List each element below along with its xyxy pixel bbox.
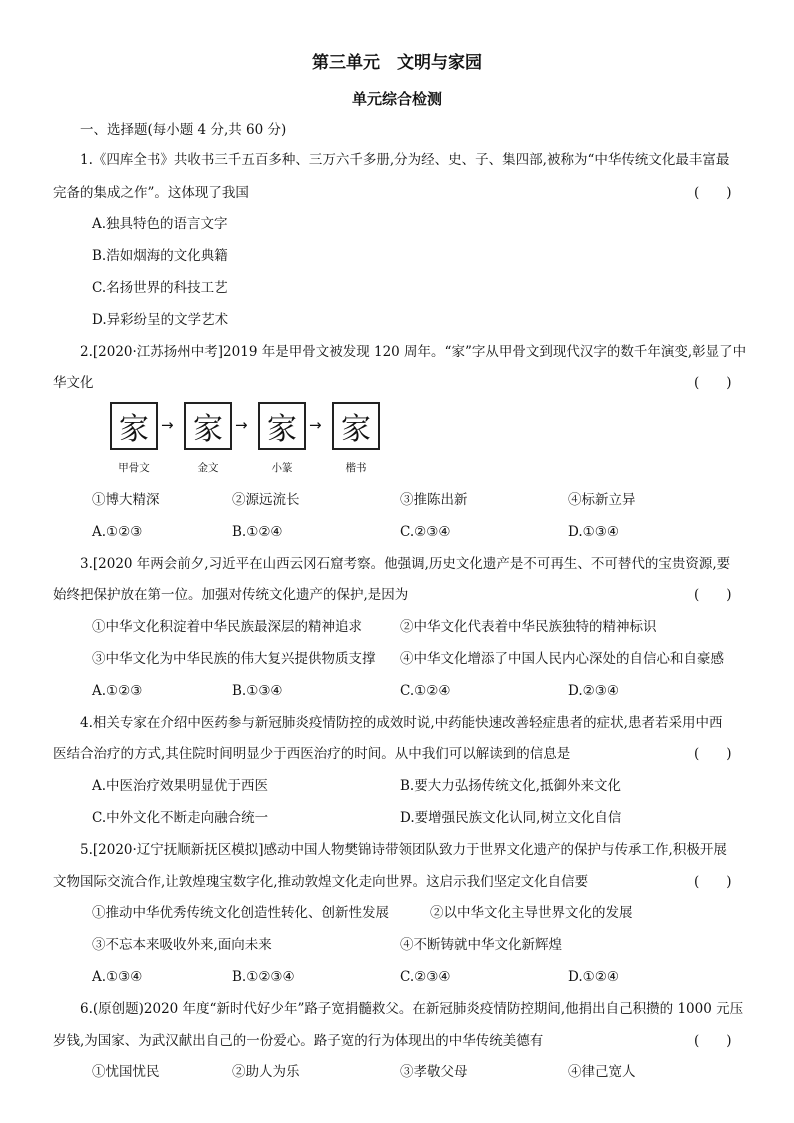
q4-option-a: A.中医治疗效果明显优于西医 [92, 778, 269, 794]
q6-statement-1: ①忧国忧民 [92, 1064, 160, 1080]
q3-answer-paren: ( ) [694, 587, 732, 603]
q2-option-b: B.①②④ [232, 524, 283, 540]
q5-option-a: A.①③④ [92, 969, 143, 985]
q1-option-d: D.异彩纷呈的文学艺术 [92, 312, 229, 328]
q4-stem-line-2: 医结合治疗的方式,其住院时间明显少于西医治疗的时间。从中我们可以解读到的信息是 [53, 746, 571, 762]
q6-stem-line-1: 6.(原创题)2020 年度“新时代好少年”路子宽捐髓救父。在新冠肺炎疫情防控期间,他捐出自己积攒的 1000 元压 [80, 1001, 744, 1017]
glyph-small-seal: 家 [258, 402, 306, 450]
q5-option-c: C.②③④ [400, 969, 451, 985]
q2-statement-3: ③推陈出新 [400, 492, 468, 508]
q1-stem-line-2: 完备的集成之作”。这体现了我国 [53, 185, 249, 201]
glyph-label-bronze: 金文 [197, 462, 219, 474]
q3-option-c: C.①②④ [400, 683, 451, 699]
q3-stem-line-1: 3.[2020 年两会前夕,习近平在山西云冈石窟考察。他强调,历史文化遗产是不可再生、不可替代的宝贵资源,要 [80, 556, 731, 572]
q3-statement-4: ④中华文化增添了中国人民内心深处的自信心和自豪感 [400, 651, 724, 667]
q6-stem-line-2: 岁钱,为国家、为武汉献出自己的一份爱心。路子宽的行为体现出的中华传统美德有 [53, 1033, 544, 1049]
q5-stem-line-2: 文物国际交流合作,让敦煌瑰宝数字化,推动敦煌文化走向世界。这启示我们坚定文化自信要 [53, 874, 589, 890]
q3-statement-1: ①中华文化积淀着中华民族最深层的精神追求 [92, 619, 362, 635]
q1-option-c: C.名扬世界的科技工艺 [92, 280, 228, 296]
q3-statement-2: ②中华文化代表着中华民族独特的精神标识 [400, 619, 657, 635]
q5-stem-line-1: 5.[2020·辽宁抚顺新抚区模拟]感动中国人物樊锦诗带领团队致力于世界文化遗产的保护与传承工作,积极开展 [80, 842, 727, 858]
q5-statement-2: ②以中华文化主导世界文化的发展 [430, 905, 633, 921]
arrow-icon: → [235, 416, 248, 434]
section-heading: 一、选择题(每小题 4 分,共 60 分) [80, 122, 287, 138]
q2-option-c: C.②③④ [400, 524, 451, 540]
q2-stem-line-2: 华文化 [53, 375, 94, 391]
q5-option-b: B.①②③④ [232, 969, 295, 985]
q3-option-a: A.①②③ [92, 683, 143, 699]
q2-answer-paren: ( ) [694, 375, 732, 391]
q5-statement-4: ④不断铸就中华文化新辉煌 [400, 937, 562, 953]
q5-statement-1: ①推动中华优秀传统文化创造性转化、创新性发展 [92, 905, 389, 921]
q4-stem-line-1: 4.相关专家在介绍中医药参与新冠肺炎疫情防控的成效时说,中药能快速改善轻症患者的症状,患者若采用中西 [80, 715, 723, 731]
glyph-oracle-bone: 家 [110, 402, 158, 450]
q3-stem-line-2: 始终把保护放在第一位。加强对传统文化遗产的保护,是因为 [53, 587, 409, 603]
arrow-icon: → [161, 416, 174, 434]
q5-answer-paren: ( ) [694, 874, 732, 890]
arrow-icon: → [309, 416, 322, 434]
glyph-bronze: 家 [184, 402, 232, 450]
q2-option-d: D.①③④ [568, 524, 619, 540]
q3-option-b: B.①③④ [232, 683, 283, 699]
q4-option-d: D.要增强民族文化认同,树立文化自信 [400, 810, 622, 826]
q4-answer-paren: ( ) [694, 746, 732, 762]
q2-statement-1: ①博大精深 [92, 492, 160, 508]
q2-stem-line-1: 2.[2020·江苏扬州中考]2019 年是甲骨文被发现 120 周年。“家”字从甲骨文到现代汉字的数千年演变,彰显了中 [80, 344, 747, 360]
q1-answer-paren: ( ) [694, 185, 732, 201]
glyph-label-regular: 楷书 [345, 462, 367, 474]
q6-statement-4: ④律己宽人 [568, 1064, 636, 1080]
q4-option-c: C.中外文化不断走向融合统一 [92, 810, 269, 826]
q3-option-d: D.②③④ [568, 683, 619, 699]
q1-stem-line-1: 1.《四库全书》共收书三千五百多种、三万六千多册,分为经、史、子、集四部,被称为“中华传统文化最丰富最 [80, 152, 730, 168]
q2-statement-2: ②源远流长 [232, 492, 300, 508]
q3-statement-3: ③中华文化为中华民族的伟大复兴提供物质支撑 [92, 651, 376, 667]
q1-option-a: A.独具特色的语言文字 [92, 216, 228, 232]
glyph-label-oracle-bone: 甲骨文 [118, 462, 150, 474]
q5-option-d: D.①②④ [568, 969, 619, 985]
q1-option-b: B.浩如烟海的文化典籍 [92, 248, 228, 264]
page-subtitle: 单元综合检测 [351, 90, 442, 108]
glyph-label-small-seal: 小篆 [271, 462, 293, 474]
page-title: 第三单元 文明与家园 [312, 53, 482, 73]
character-evolution-figure [110, 402, 390, 474]
q2-option-a: A.①②③ [92, 524, 143, 540]
q4-option-b: B.要大力弘扬传统文化,抵御外来文化 [400, 778, 622, 794]
q5-statement-3: ③不忘本来吸收外来,面向未来 [92, 937, 272, 953]
glyph-regular: 家 [332, 402, 380, 450]
q6-statement-3: ③孝敬父母 [400, 1064, 468, 1080]
q2-statement-4: ④标新立异 [568, 492, 636, 508]
q6-answer-paren: ( ) [694, 1033, 732, 1049]
q6-statement-2: ②助人为乐 [232, 1064, 300, 1080]
